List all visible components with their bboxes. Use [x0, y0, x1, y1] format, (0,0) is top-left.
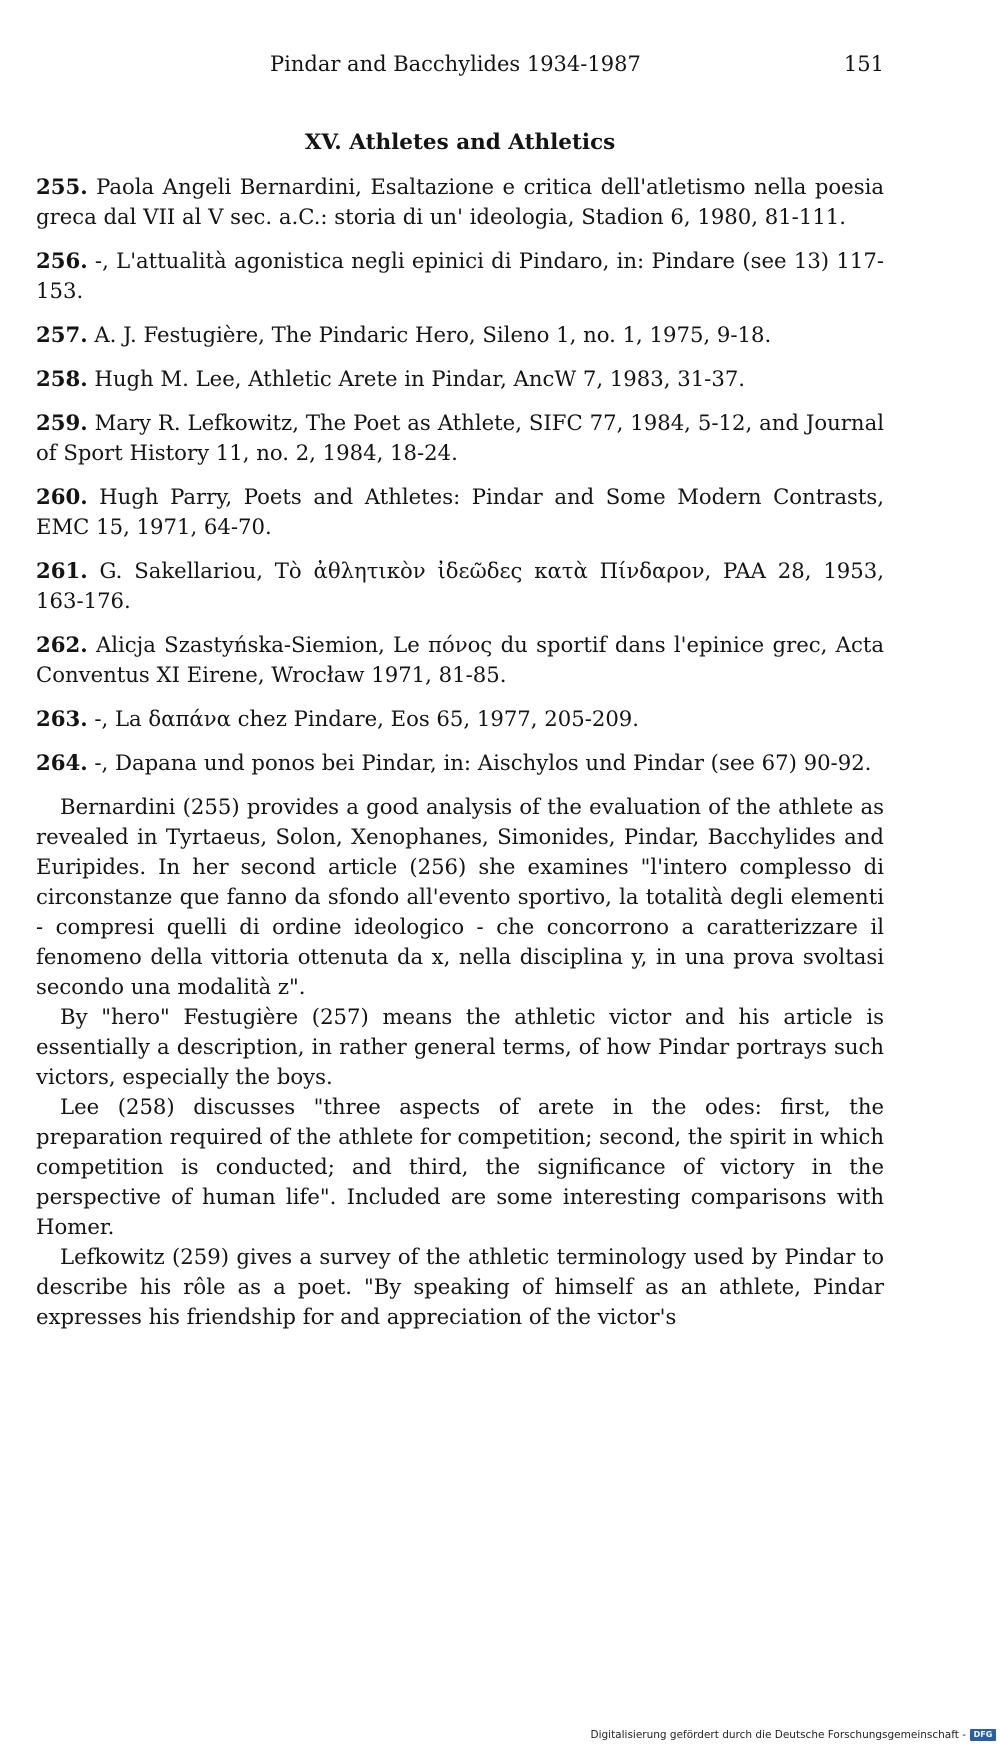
- entry-number: 260.: [36, 484, 88, 509]
- bibliography-entry: [36, 364, 884, 394]
- body-paragraph: Bernardini (255) provides a good analysis of the evaluation of the athlete as revealed in Tyrtaeus, Solon, Xenophanes, Simonides, Pindar, Bacchylides and Euripides. In her second article (256) she examines "l'intero complesso di circonstanze que fanno da sfondo all'evento sportivo, la totalità degli elementi - compresi quelli di ordine ideologico - che concorrono a caratterizzare il fenomeno della vittoria ottenuta da x, nella disciplina y, in una prova svoltasi secondo una modalità z".: [36, 794, 884, 999]
- entry-number: 258.: [36, 366, 88, 391]
- entry-text: Alicja Szastyńska-Siemion, Le πόνος du sportif dans l'epinice grec, Acta Conventus XI Eirene, Wrocław 1971, 81-85.: [36, 632, 884, 687]
- bibliography-entry: [36, 320, 884, 350]
- bibliography-entry: [36, 172, 884, 232]
- entry-number: 256.: [36, 248, 88, 273]
- entry-text: -, La δαπάνα chez Pindare, Eos 65, 1977, 205-209.: [94, 706, 640, 731]
- entry-text: -, L'attualità agonistica negli epinici di Pindaro, in: Pindare (see 13) 117-153.: [36, 248, 884, 303]
- bibliography-entry: [36, 704, 884, 734]
- entry-text: -, Dapana und ponos bei Pindar, in: Aischylos und Pindar (see 67) 90-92.: [94, 750, 872, 775]
- entry-number: 262.: [36, 632, 88, 657]
- entry-number: 255.: [36, 174, 88, 199]
- bibliography-entry: [36, 556, 884, 616]
- entry-text: Paola Angeli Bernardini, Esaltazione e critica dell'atletismo nella poesia greca dal VII al V sec. a.C.: storia di un' ideologia, Stadion 6, 1980, 81-111.: [36, 174, 884, 229]
- body-paragraph: Lefkowitz (259) gives a survey of the athletic terminology used by Pindar to describe his rôle as a poet. "By speaking of himself as an athlete, Pindar expresses his friendship for and appreciation of the victor's: [36, 1244, 884, 1329]
- entry-text: Hugh M. Lee, Athletic Arete in Pindar, AncW 7, 1983, 31-37.: [94, 366, 746, 391]
- entry-number: 257.: [36, 322, 88, 347]
- entry-number: 261.: [36, 558, 88, 583]
- running-head-title: Pindar and Bacchylides 1934-1987: [270, 52, 641, 76]
- entry-text: Hugh Parry, Poets and Athletes: Pindar and Some Modern Contrasts, EMC 15, 1971, 64-70.: [36, 484, 884, 539]
- digitization-footer: [590, 1727, 996, 1743]
- section-title: XV. Athletes and Athletics: [304, 130, 616, 155]
- entry-text: G. Sakellariou, Τὸ ἀθλητικὸν ἰδεῶδες κατὰ Πίνδαρον, PAA 28, 1953, 163-176.: [36, 558, 884, 613]
- footer-credit: Digitalisierung gefördert durch die Deutsche Forschungsgemeinschaft -: [590, 1729, 966, 1741]
- entry-text: Mary R. Lefkowitz, The Poet as Athlete, SIFC 77, 1984, 5-12, and Journal of Sport History 11, no. 2, 1984, 18-24.: [36, 410, 884, 465]
- running-head: [36, 52, 884, 88]
- body-paragraph: By "hero" Festugière (257) means the athletic victor and his article is essentially a description, in rather general terms, of how Pindar portrays such victors, especially the boys.: [36, 1004, 884, 1089]
- page-body: [36, 128, 884, 1332]
- entry-text: A. J. Festugière, The Pindaric Hero, Sileno 1, no. 1, 1975, 9-18.: [94, 322, 772, 347]
- bibliography-entry: [36, 408, 884, 468]
- dfg-logo-icon: DFG: [970, 1729, 996, 1741]
- body-paragraph: Lee (258) discusses "three aspects of arete in the odes: first, the preparation required of the athlete for competition; second, the spirit in which competition is conducted; and third, the significance of victory in the perspective of human life". Included are some interesting comparisons with Homer.: [36, 1094, 884, 1239]
- entry-number: 259.: [36, 410, 88, 435]
- bibliography-entry: [36, 482, 884, 542]
- entry-number: 263.: [36, 706, 88, 731]
- page-number: 151: [843, 52, 884, 76]
- bibliography-entry: [36, 630, 884, 690]
- bibliography-entry: [36, 246, 884, 306]
- entry-number: 264.: [36, 750, 88, 775]
- bibliography-entry: [36, 748, 884, 778]
